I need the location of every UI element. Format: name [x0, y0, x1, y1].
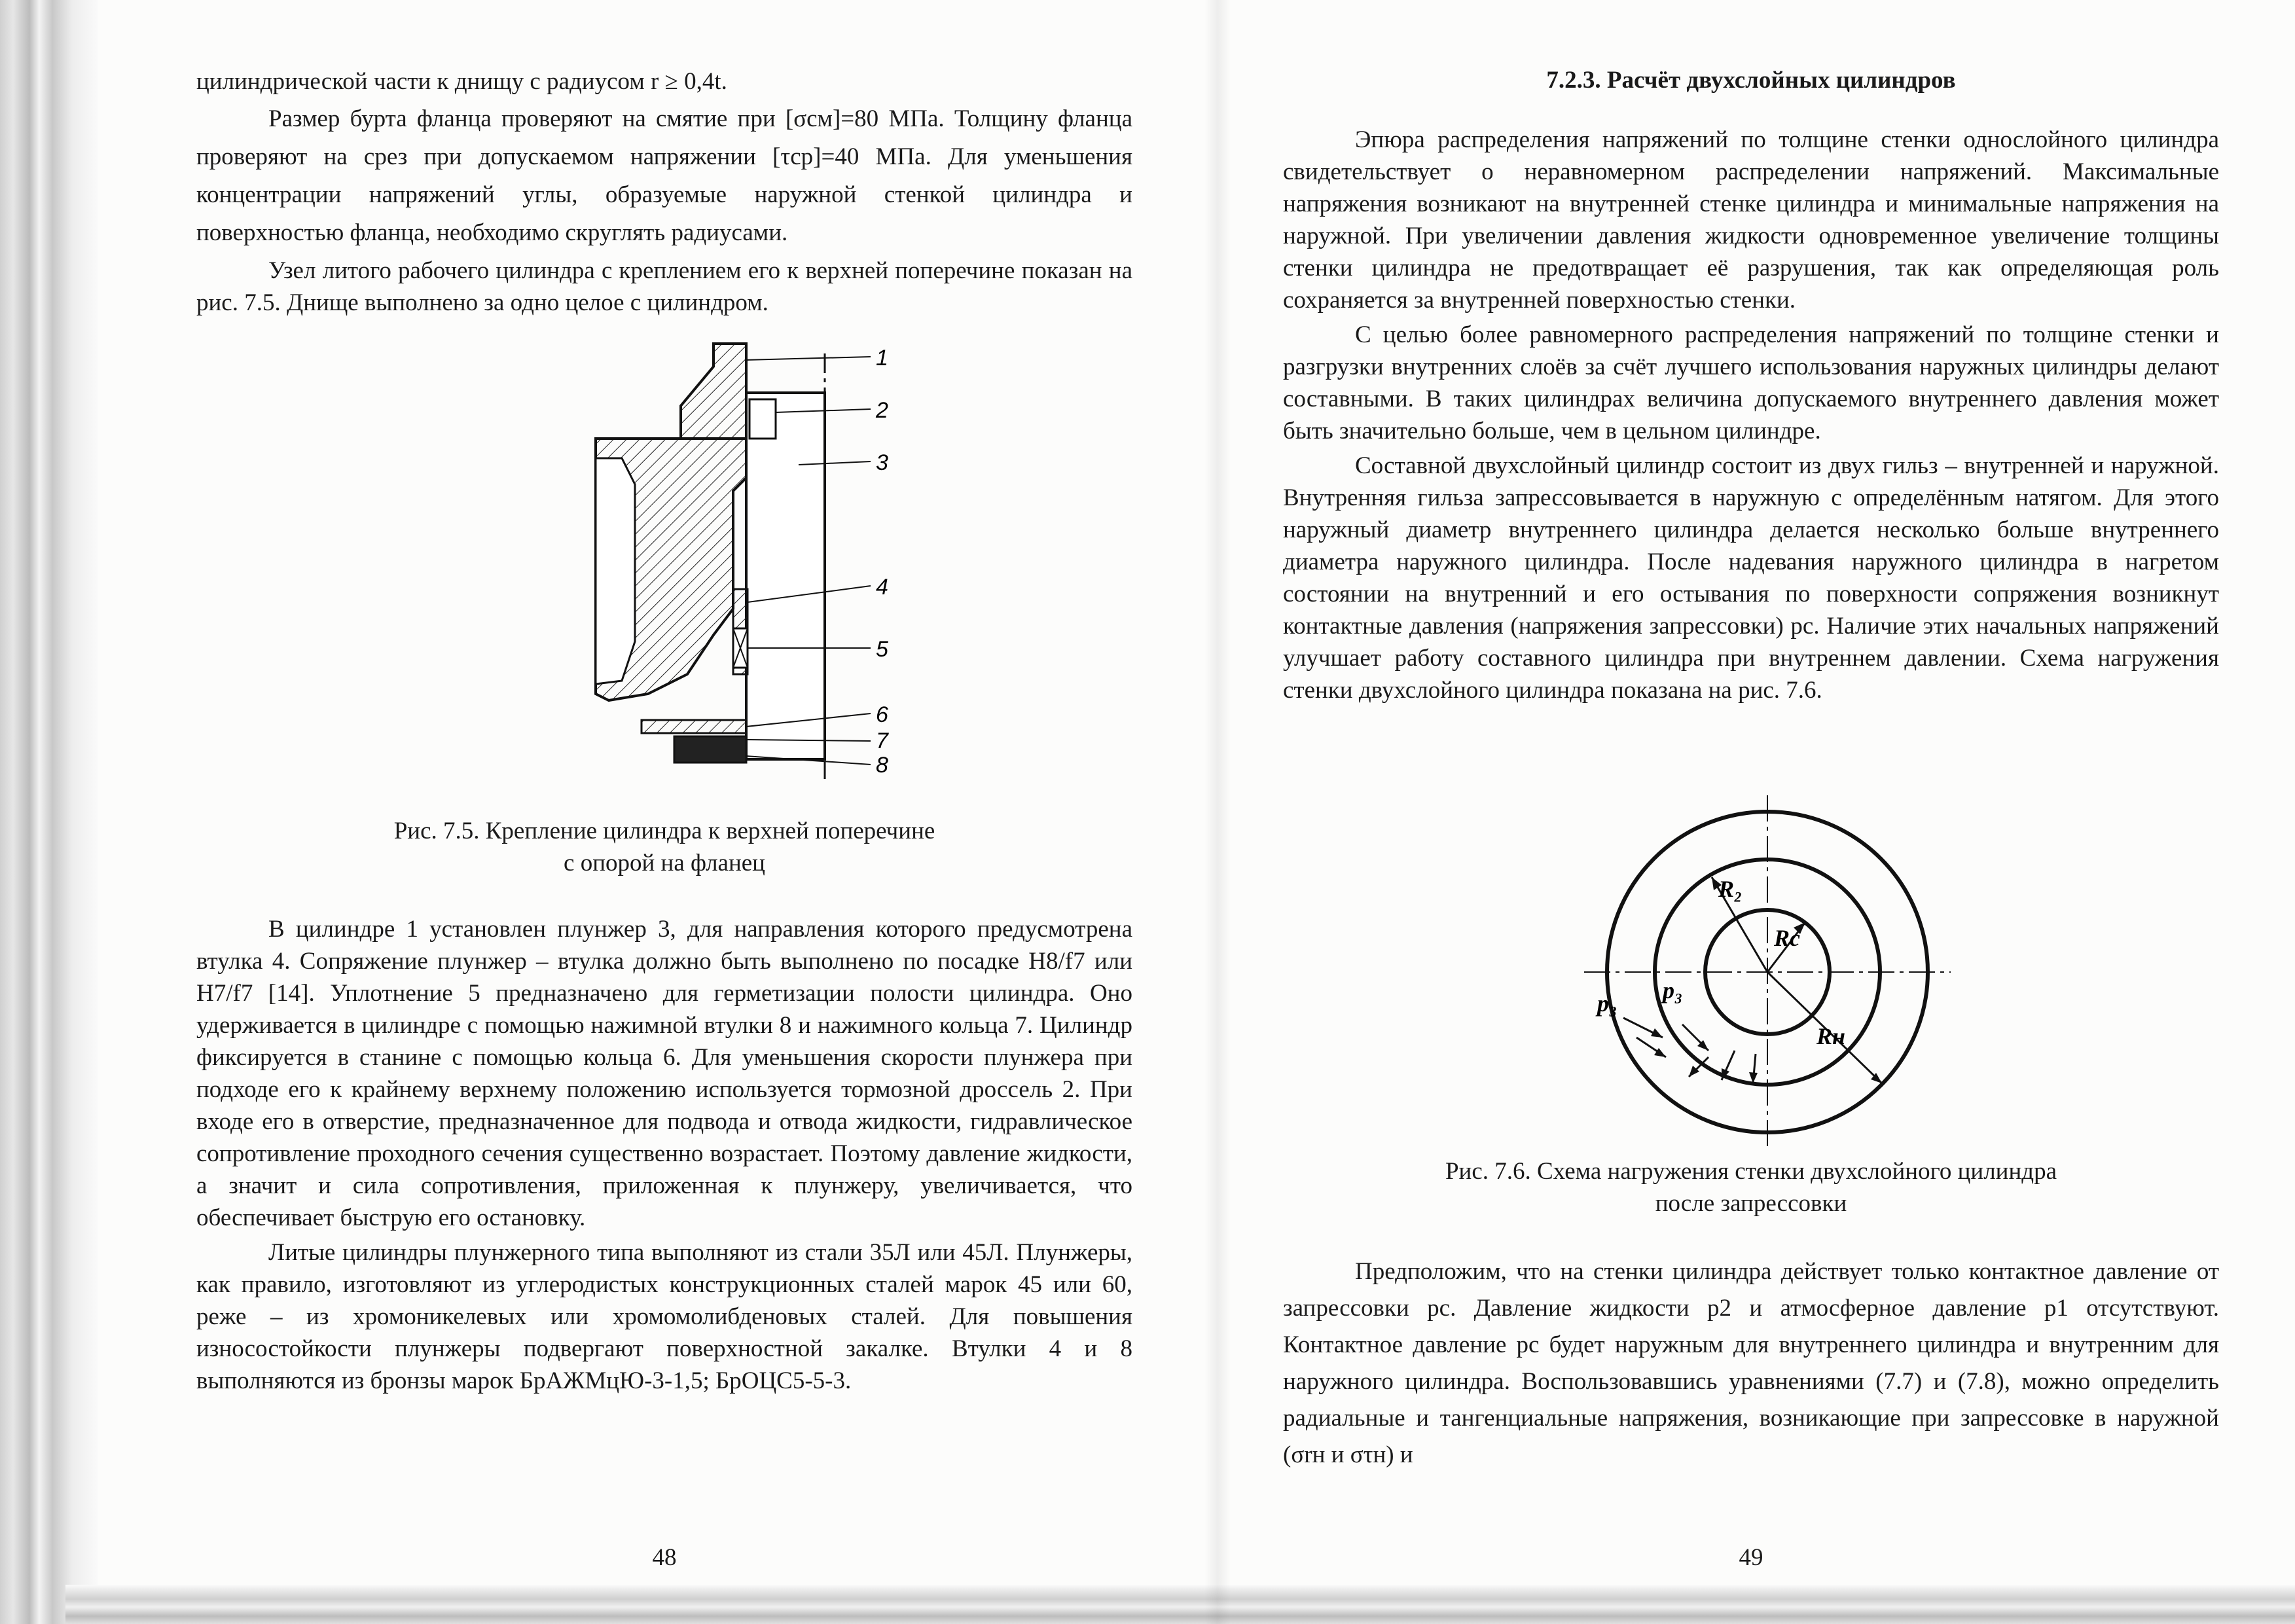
fig-label-2: 2 — [876, 398, 888, 423]
right-para-3: Составной двухслойный цилиндр состоит из двух гильз – внутренней и наружной. Внутренняя гильза запрессовывается в наружную с определённым натягом. Для этого наружный диаметр внутреннего цилиндра делается несколько больше внутреннего диаметра наружного цилиндра. После надевания наружного цилиндра в нагретом состоянии на внутренний и его остывания по поверхности сопряжения возникнут контактные давления (напряжения запрессовки) pc. Наличие этих начальных напряжений улучшает работу составного цилиндра при внутреннем давлении. Схема нагружения стенки двухслойного цилиндра показана на рис. 7.6. — [1283, 452, 2219, 704]
book-gutter — [1204, 0, 1231, 1624]
left-para-1: цилиндрической части к днищу с радиусом r ≥ 0,4t. — [196, 68, 727, 95]
page-edge-left — [0, 0, 98, 1624]
fig-label-5: 5 — [876, 637, 888, 662]
right-para-2: С целью более равномерного распределения напряжений по толщине стенки и разгрузки внутренних слоёв за счёт лучшего использования наружных цилиндры делают составными. В таких цилиндрах величина допускаемого внутреннего давления может быть значительно больше, чем в цельном цилиндре. — [1283, 321, 2219, 444]
figure-7-6-two-layer-cylinder — [1584, 795, 1951, 1149]
page-number-right: 49 — [1739, 1544, 1763, 1571]
fig-label-r2: R₂ — [1718, 876, 1743, 902]
left-para-5: Литые цилиндры плунжерного типа выполняют из стали 35Л или 45Л. Плунжеры, как правило, изготовляют из углеродистых конструкционных сталей марок 45 или 60, реже – из хромоникелевых или хромомолибденовых сталей. Для повышения износостойкости плунжеры подвергают поверхностной закалке. Втулки 4 и 8 выполняются из бронзы марок БрАЖМцЮ-3-1,5; БрОЦС5-5-3. — [196, 1239, 1132, 1394]
section-heading: 7.2.3. Расчёт двухслойных цилиндров — [1546, 67, 1956, 94]
fig-label-7: 7 — [876, 729, 888, 753]
fig-label-3: 3 — [876, 450, 888, 475]
figure-7-6-caption-line-2: после запрессовки — [1655, 1190, 1847, 1217]
right-para-1: Эпюра распределения напряжений по толщине стенки однослойного цилиндра свидетельствует о неравномерном распределении напряжений. Максимальные напряжения возникают на внутренней стенке цилиндра и минимальные напряжения на наружной. При увеличении давления жидкости одновременное увеличение толщины стенки цилиндра не предотвращает её разрушения, так как определяющая роль сохраняется за внутренней поверхностью стенки. — [1283, 126, 2219, 314]
fig-label-p3-inner: p₃ — [1663, 977, 1683, 1003]
fig-label-6: 6 — [876, 702, 888, 727]
page-number-left: 48 — [652, 1544, 677, 1571]
left-para-4: В цилиндре 1 установлен плунжер 3, для направления которого предусмотрена втулка 4. Сопряжение плунжер – втулка должно быть выполнено по посадке H8/f7 или H7/f7 [14]. Уплотнение 5 предназначено для герметизации полости цилиндра. Оно удерживается в цилиндре с помощью нажимной втулки 8 и нажимного кольца 7. Цилиндр фиксируется в станине с помощью кольца 6. Для уменьшения скорости плунжера при подходе его к крайнему верхнему положению используется тормозной дроссель 2. При входе его в отверстие, предназначенное для подвода и отвода жидкости, гидравлическое сопротивление проходного сечения существенно возрастает. Поэтому давление жидкости, а значит и сила сопротивления, приложенная к плунжеру, увеличивается, что обеспечивает быструю его остановку. — [196, 916, 1132, 1231]
fig-label-8: 8 — [876, 753, 888, 778]
left-para-2: Размер бурта фланца проверяют на смятие при [σсм]=80 МПа. Толщину фланца проверяют на срез при допускаемом напряжении [τср]=40 МПа. Для уменьшения концентрации напряжений углы, образуемые наружной стенкой цилиндра и поверхностью фланца, необходимо скруглять радиусами. — [196, 105, 1132, 246]
figure-7-5-caption-line-2: с опорой на фланец — [564, 850, 765, 876]
right-para-4: Предположим, что на стенки цилиндра действует только контактное давление от запрессовки pc. Давление жидкости p2 и атмосферное давление p1 отсутствуют. Контактное давление pc будет наружным для внутреннего цилиндра и внутренним для наружного цилиндра. Воспользовавшись уравнениями (7.7) и (7.8), можно определить радиальные и тангенциальные напряжения, возникающие при запрессовке в наружной (σrн и στн) и — [1283, 1258, 2219, 1468]
fig-label-p3-outer: p₃ — [1597, 990, 1617, 1017]
page-edge-bottom — [65, 1585, 2295, 1624]
left-para-3: Узел литого рабочего цилиндра с креплением его к верхней поперечине показан на рис. 7.5. Днище выполнено за одно целое с цилиндром. — [196, 257, 1132, 316]
fig-label-rc: Rc — [1774, 925, 1800, 951]
fig-label-1: 1 — [876, 346, 888, 370]
figure-7-5-cylinder-section — [583, 327, 949, 785]
figure-7-6-caption-line-1: Рис. 7.6. Схема нагружения стенки двухслойного цилиндра — [1445, 1158, 2057, 1185]
fig-label-4: 4 — [876, 575, 888, 600]
fig-label-rn: Rн — [1816, 1023, 1845, 1049]
figure-7-5-caption-line-1: Рис. 7.5. Крепление цилиндра к верхней поперечине — [393, 818, 935, 844]
